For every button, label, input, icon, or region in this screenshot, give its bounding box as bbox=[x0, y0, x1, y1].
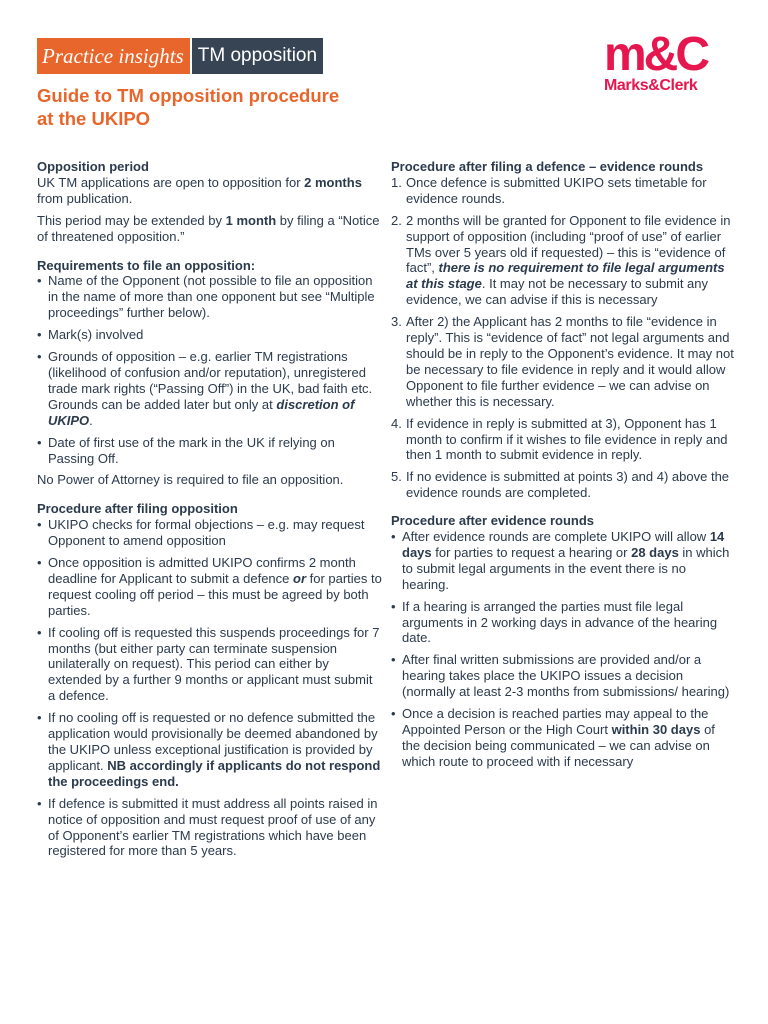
list-item: • If no cooling off is requested or no defence submitted the application would provisionally be deemed abandoned by the UKIPO unless exceptional justification is provided by applicant. NB accordingly if applicants do not respond the proceedings end. bbox=[37, 710, 382, 790]
list-item: 1. Once defence is submitted UKIPO sets timetable for evidence rounds. bbox=[391, 174, 707, 206]
extension-text: This period may be extended by 1 month by filing a “Notice of threatened opposition.” bbox=[37, 212, 380, 244]
list-item: • UKIPO checks for formal objections – e.g. may request Opponent to amend opposition bbox=[37, 517, 382, 549]
marks-clerk-logo bbox=[604, 28, 734, 101]
list-item: 3. After 2) the Applicant has 2 months to file “evidence in reply”. This is “evidence of fact” not legal arguments and should be in reply to the Opponent’s evidence. It may not be necessary to file evidence in reply and it would allow Opponent to file further evidence – we can advise on whether this is necessary. bbox=[391, 314, 734, 409]
list-item: • If defence is submitted it must address all points raised in notice of opposition and must request proof of use of any of Opponent’s earlier TM registrations which have been registered for more than 5 years. bbox=[37, 796, 382, 860]
title-line-2: at the UKIPO bbox=[37, 108, 151, 129]
list-item: • Mark(s) involved bbox=[37, 327, 382, 343]
list-item: • Once a decision is reached parties may appeal to the Appointed Person or the High Court within 30 days of the decision being communicated – we can advise on which route to proceed with if necessary bbox=[391, 706, 736, 770]
after-evidence-list bbox=[391, 529, 736, 770]
evidence-rounds-list bbox=[391, 175, 736, 501]
list-item: 4. If evidence in reply is submitted at 3), Opponent has 1 month to confirm if it wishes to file evidence in reply and then 1 month to submit evidence in reply. bbox=[391, 415, 728, 463]
tag-tm-opposition: TM opposition bbox=[192, 38, 323, 74]
list-item: • If cooling off is requested this suspends proceedings for 7 months (but either party can terminate suspension unilaterally on request). This period can either by extended by a further 9 months or applicant must submit a defence. bbox=[37, 625, 382, 705]
list-item: 5. If no evidence is submitted at points 3) and 4) above the evidence rounds are completed. bbox=[391, 469, 730, 501]
heading-after-filing-opposition: Procedure after filing opposition bbox=[37, 501, 238, 517]
requirements-list bbox=[37, 273, 382, 466]
heading-opposition-period: Opposition period bbox=[37, 159, 149, 174]
list-item: • Name of the Opponent (not possible to file an opposition in the name of more than one opponent but see “Multiple proceedings” further below). bbox=[37, 273, 382, 321]
practice-insights-tag bbox=[37, 38, 323, 74]
title-line-1: Guide to TM opposition procedure bbox=[37, 85, 340, 106]
tag-practice-insights: Practice insights bbox=[37, 38, 190, 74]
opposition-period-text: UK TM applications are open to opposition for 2 months from publication. bbox=[37, 174, 362, 206]
heading-after-evidence-rounds: Procedure after evidence rounds bbox=[391, 513, 595, 529]
list-item: • Date of first use of the mark in the UK if relying on Passing Off. bbox=[37, 435, 382, 467]
list-item: • After final written submissions are provided and/or a hearing takes place the UKIPO issues a decision (normally at least 2-3 months from submissions/ hearing) bbox=[391, 652, 736, 700]
list-item: • Grounds of opposition – e.g. earlier TM registrations (likelihood of confusion and/or reputation), unregistered trade mark rights (“Passing Off”) in the UK, bad faith etc. Grounds can be added later but only at discretion of UKIPO. bbox=[37, 349, 382, 429]
left-column bbox=[37, 159, 382, 865]
list-item: • After evidence rounds are complete UKIPO will allow 14 days for parties to request a hearing or 28 days in which to submit legal arguments in the event there is no hearing. bbox=[391, 529, 736, 593]
right-column bbox=[391, 159, 736, 776]
list-item: • If a hearing is arranged the parties must file legal arguments in 2 working days in advance of the hearing date. bbox=[391, 599, 736, 647]
list-item: • Once opposition is admitted UKIPO confirms 2 month deadline for Applicant to submit a defence or for parties to request cooling off period – this must be agreed by both parties. bbox=[37, 555, 382, 619]
power-of-attorney-note: No Power of Attorney is required to file an opposition. bbox=[37, 472, 344, 488]
page-title bbox=[37, 84, 397, 130]
after-filing-list bbox=[37, 517, 382, 859]
logo-mark: m&C bbox=[604, 28, 708, 81]
heading-requirements: Requirements to file an opposition: bbox=[37, 257, 256, 273]
list-item: 2. 2 months will be granted for Opponent to file evidence in support of opposition (including “proof of use” of earlier TMs over 5 years old if requested) – this is “evidence of fact”, there is no requirement to file legal arguments at this stage. It may not be necessary to submit any evidence, we can advise if this is necessary bbox=[391, 212, 731, 308]
heading-evidence-rounds: Procedure after filing a defence – evidence rounds bbox=[391, 159, 704, 174]
logo-wordmark: Marks&Clerk bbox=[604, 77, 698, 94]
